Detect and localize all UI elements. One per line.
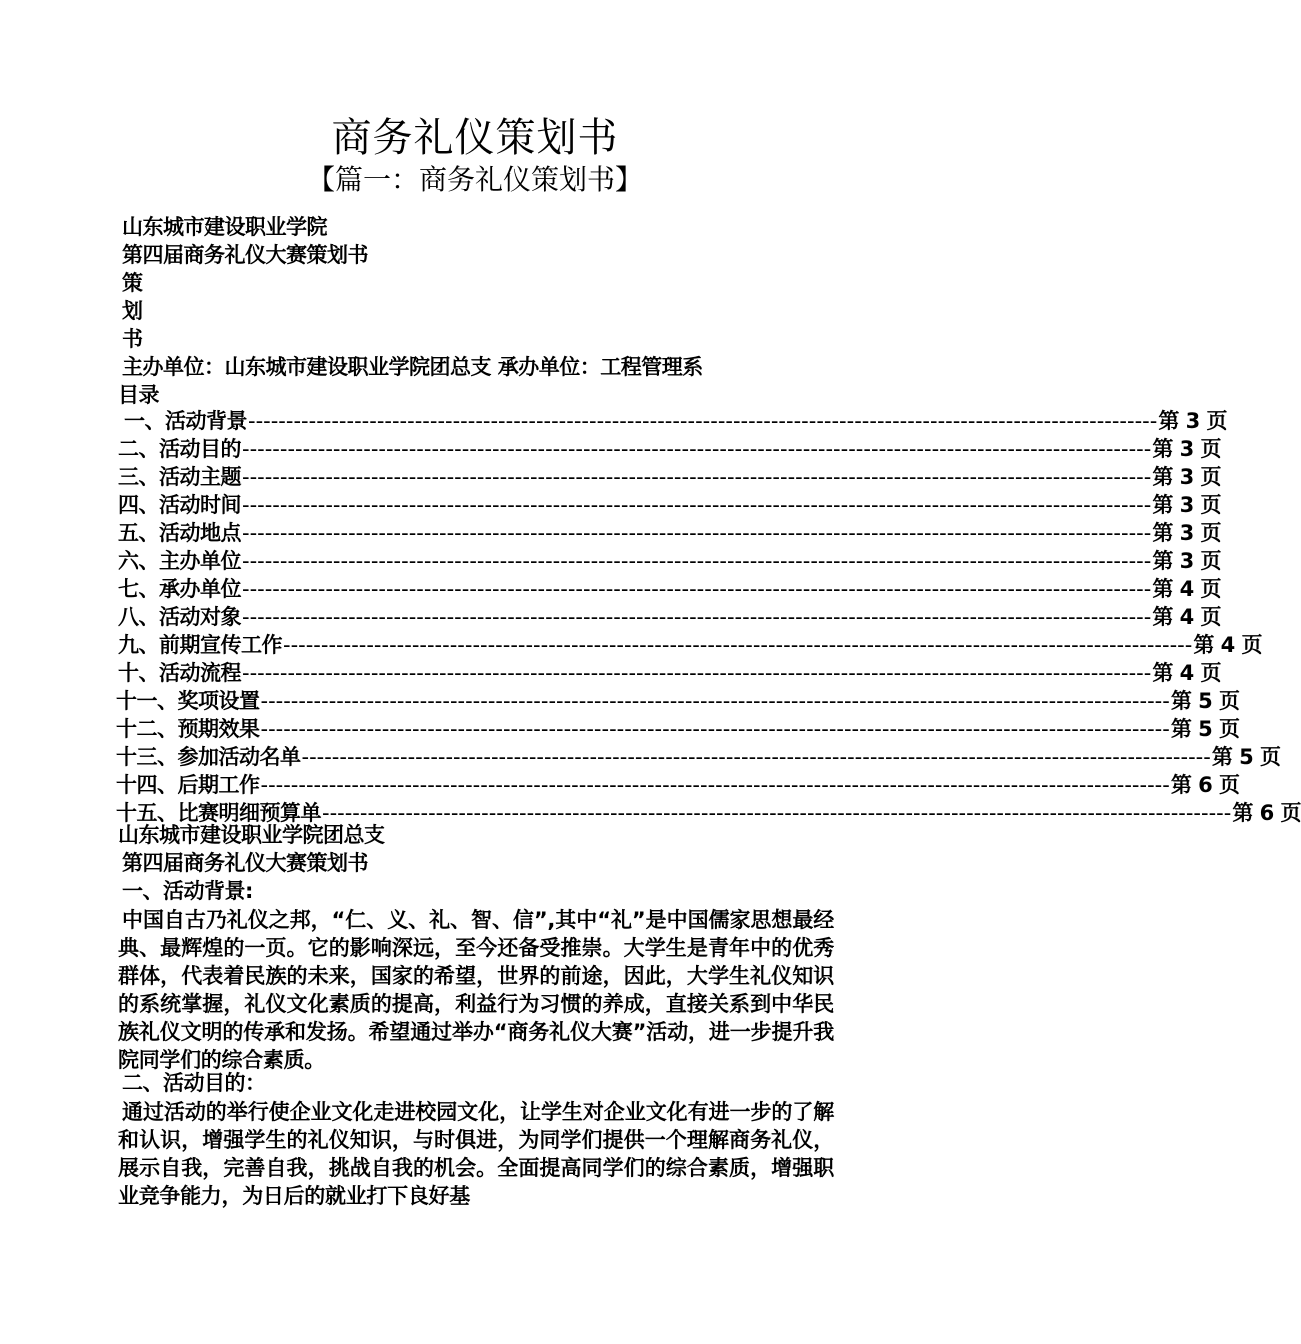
- toc-label: 十三、参加活动名单: [116, 745, 301, 769]
- section-heading-background: 一、活动背景:: [122, 879, 253, 903]
- document-title: 商务礼仪策划书: [331, 115, 619, 161]
- toc-leader: ------------------------------------------------------------------------------------------------------------------------: [242, 577, 1152, 601]
- toc-entry: [118, 436, 1222, 463]
- background-paragraph: [118, 906, 834, 1074]
- toc-leader: ------------------------------------------------------------------------------------------------------------------------: [242, 493, 1152, 517]
- toc-label: 五、活动地点: [118, 521, 241, 545]
- toc-label: 十五、比赛明细预算单: [116, 801, 321, 825]
- toc-leader: ------------------------------------------------------------------------------------------------------------------------: [242, 465, 1152, 489]
- toc-label: 二、活动目的: [118, 437, 241, 461]
- toc-entry: [116, 772, 1240, 799]
- toc-label: 十四、后期工作: [116, 773, 260, 797]
- toc-page: 第 3 页: [1158, 409, 1228, 433]
- toc-leader: ------------------------------------------------------------------------------------------------------------------------: [301, 745, 1211, 769]
- toc-label: 六、主办单位: [118, 549, 241, 573]
- toc-page: 第 6 页: [1170, 773, 1240, 797]
- toc-entry: [118, 660, 1222, 687]
- toc-entry: [116, 716, 1240, 743]
- toc-page: 第 3 页: [1152, 521, 1222, 545]
- toc-leader: ------------------------------------------------------------------------------------------------------------------------: [242, 549, 1152, 573]
- toc-page: 第 5 页: [1170, 689, 1240, 713]
- toc-page: 第 3 页: [1152, 549, 1222, 573]
- toc-label: 十二、预期效果: [116, 717, 260, 741]
- toc-label: 十、活动流程: [118, 661, 241, 685]
- toc-page: 第 6 页: [1232, 801, 1301, 825]
- toc-page: 第 3 页: [1152, 493, 1222, 517]
- purpose-text: 通过活动的举行使企业文化走进校园文化，让学生对企业文化有进一步的了解和认识，增强学生的礼仪知识，与时俱进，为同学们提供一个理解商务礼仪，展示自我，完善自我，挑战自我的机会。全面提高同学们的综合素质，增强职业竞争能力，为日后的就业打下良好基: [118, 1100, 834, 1208]
- toc-leader: ------------------------------------------------------------------------------------------------------------------------: [260, 773, 1170, 797]
- toc-page: 第 4 页: [1152, 661, 1222, 685]
- toc-page: 第 4 页: [1152, 577, 1222, 601]
- background-text: 中国自古乃礼仪之邦，“仁、义、礼、智、信”,其中“礼”是中国儒家思想最经典、最辉煌的一页。它的影响深远，至今还备受推崇。大学生是青年中的优秀群体，代表着民族的未来，国家的希望，世界的前途，因此，大学生礼仪知识的系统掌握，礼仪文化素质的提高，利益行为习惯的养成，直接关系到中华民族礼仪文明的传承和发扬。希望通过举办“商务礼仪大赛”活动，进一步提升我院同学们的综合素质。: [118, 908, 834, 1072]
- toc-entry: [118, 632, 1263, 659]
- toc-label: 八、活动对象: [118, 605, 241, 629]
- toc-leader: ------------------------------------------------------------------------------------------------------------------------: [283, 633, 1193, 657]
- toc-page: 第 5 页: [1211, 745, 1281, 769]
- toc-page: 第 5 页: [1170, 717, 1240, 741]
- toc-leader: ------------------------------------------------------------------------------------------------------------------------: [242, 661, 1152, 685]
- section-heading-purpose: 二、活动目的：: [122, 1071, 266, 1095]
- organizers-line: 主办单位：山东城市建设职业学院团总支 承办单位：工程管理系: [122, 355, 703, 379]
- toc-label: 四、活动时间: [118, 493, 241, 517]
- document-subtitle: 【篇一：商务礼仪策划书】: [306, 163, 643, 196]
- toc-leader: ------------------------------------------------------------------------------------------------------------------------: [260, 717, 1170, 741]
- toc-entry: [118, 492, 1222, 519]
- toc-entry: [116, 744, 1281, 771]
- event-title: 第四届商务礼仪大赛策划书: [122, 243, 368, 267]
- purpose-paragraph: [118, 1098, 834, 1210]
- toc-entry: [116, 688, 1240, 715]
- toc-entry: [118, 604, 1222, 631]
- toc-page: 第 4 页: [1193, 633, 1263, 657]
- toc-leader: ------------------------------------------------------------------------------------------------------------------------: [242, 521, 1152, 545]
- toc-page: 第 3 页: [1152, 465, 1222, 489]
- toc-label: 十一、奖项设置: [116, 689, 260, 713]
- vertical-char-ce: 策: [122, 271, 143, 295]
- toc-leader: ------------------------------------------------------------------------------------------------------------------------: [322, 801, 1232, 825]
- toc-label: 九、前期宣传工作: [118, 633, 282, 657]
- toc-page: 第 4 页: [1152, 605, 1222, 629]
- toc-page: 第 3 页: [1152, 437, 1222, 461]
- toc-label: 三、活动主题: [118, 465, 241, 489]
- toc-entry: [118, 548, 1222, 575]
- toc-leader: ------------------------------------------------------------------------------------------------------------------------: [248, 409, 1158, 433]
- toc-label: 七、承办单位: [118, 577, 241, 601]
- toc-entry: [118, 576, 1222, 603]
- section-event-title: 第四届商务礼仪大赛策划书: [122, 851, 368, 875]
- toc-heading: 目录: [118, 383, 159, 407]
- toc-leader: ------------------------------------------------------------------------------------------------------------------------: [260, 689, 1170, 713]
- toc-leader: ------------------------------------------------------------------------------------------------------------------------: [242, 437, 1152, 461]
- toc-leader: ------------------------------------------------------------------------------------------------------------------------: [242, 605, 1152, 629]
- toc-label: 一、活动背景: [124, 409, 247, 433]
- toc-entry: [118, 464, 1222, 491]
- vertical-char-hua: 划: [122, 299, 143, 323]
- vertical-char-shu: 书: [122, 327, 143, 351]
- section-org: 山东城市建设职业学院团总支: [118, 823, 385, 847]
- school-name: 山东城市建设职业学院: [122, 215, 327, 239]
- toc-entry: [118, 520, 1222, 547]
- toc-entry: [124, 408, 1228, 435]
